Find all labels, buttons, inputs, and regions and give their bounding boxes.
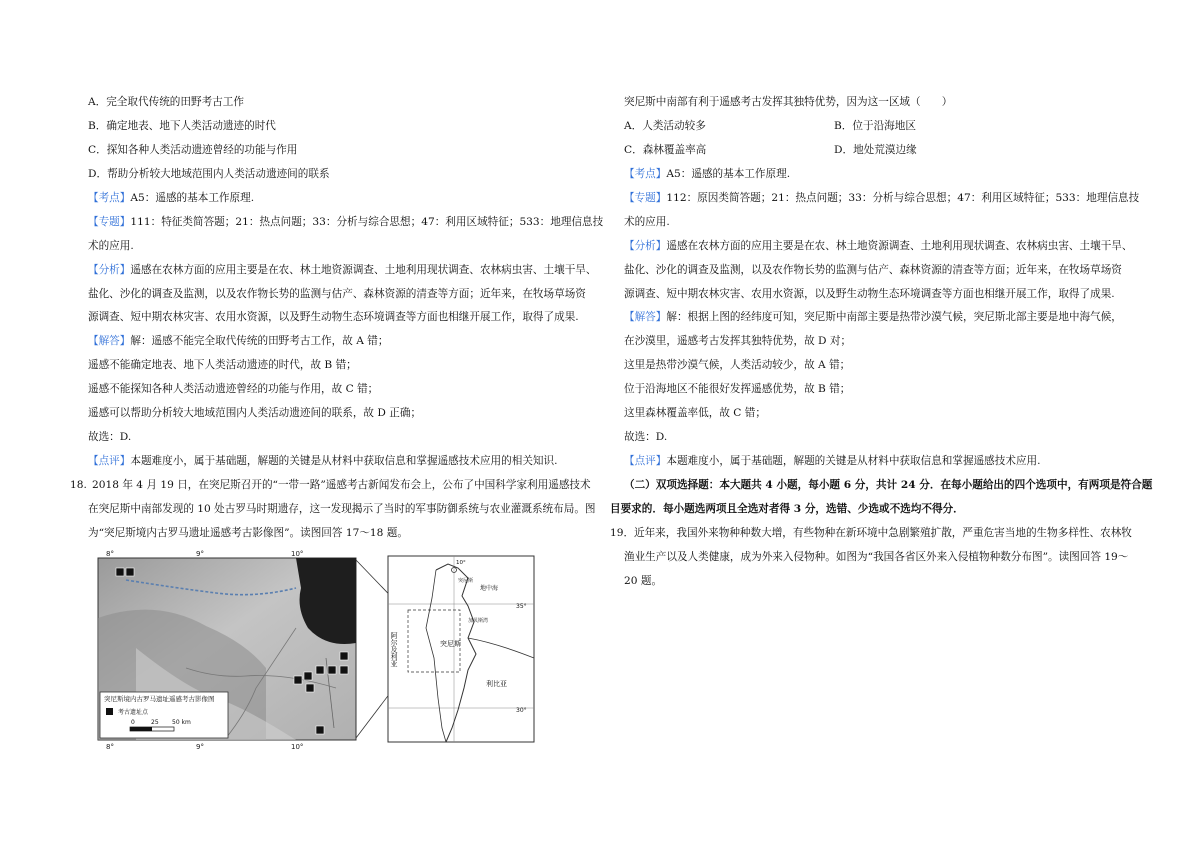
q17-option-a: A．完全取代传统的田野考古工作 xyxy=(88,96,244,108)
q18-line-1: 2018 年 4 月 19 日，在突尼斯召开的“一带一路”遥感考古新闻发布会上，公布了中国科学家利用遥感技术 xyxy=(92,479,591,491)
r-fenxi-text: 遥感在农林方面的应用主要是在农、林土地资源调查、土地利用现状调查、农林病虫害、土壤干旱、 xyxy=(666,240,1133,252)
r-jieda-text: 解：根据上图的经纬度可知，突尼斯中南部主要是热带沙漠气候，突尼斯北部主要是地中海气候， xyxy=(666,311,1122,323)
zhuanti-tag: 【专题】 xyxy=(88,216,131,228)
jieda-line-2: 遥感不能确定地表、地下人类活动遗迹的时代，故 B 错； xyxy=(88,359,357,371)
r-fenxi-line-2: 盐化、沙化的调查及监测，以及农作物长势的监测与估产、森林资源的清查等方面；近年来，在牧场草场资 xyxy=(624,264,1122,276)
fenxi-text: 遥感在农林方面的应用主要是在农、林土地资源调查、土地利用现状调查、农林病虫害、土壤干旱、 xyxy=(130,264,597,276)
r-kaodian-tag: 【考点】 xyxy=(624,168,667,180)
site-marker-icon xyxy=(306,684,314,692)
zhuanti-line-2: 术的应用. xyxy=(88,240,134,252)
r-fenxi-line-3: 源调查、短中期农林灾害、农用水资源，以及野生动物生态环境调查等方面也相继开展工作，取得了成果. xyxy=(624,288,1115,300)
zhuanti-text: 111：特征类简答题；21：热点问题；33：分析与综合思想；47：利用区域特征；533：地理信息技 xyxy=(130,216,604,228)
q18-line-2: 在突尼斯中南部发现的 10 处古罗马时期遗存，这一发现揭示了当时的军事防御系统与农业灌溉系统布局。图 xyxy=(88,503,596,515)
q19-line-1: 近年来，我国外来物种种数大增，有些物种在新环境中急剧繁殖扩散，严重危害当地的生物多样性、农林牧 xyxy=(634,527,1132,539)
r-jieda-line-6: 故选：D. xyxy=(624,431,668,443)
r-zhuanti-tag: 【专题】 xyxy=(624,192,667,204)
r-fenxi-tag: 【分析】 xyxy=(624,240,667,252)
kaodian-tag: 【考点】 xyxy=(88,192,131,204)
inset-lat-35: 35° xyxy=(516,603,527,610)
r-jieda-tag: 【解答】 xyxy=(624,311,667,323)
remote-sensing-figure xyxy=(96,548,536,752)
r-dianping-tag: 【点评】 xyxy=(624,455,667,467)
q19-line-2: 渔业生产以及人类健康，成为外来入侵物种。如图为“我国各省区外来入侵植物种数分布图”。读图回答 19～ xyxy=(624,551,1129,563)
figure-caption: 突尼斯境内古罗马遗址遥感考古影像图 xyxy=(104,695,215,703)
section-heading-line-2: 目要求的．每小题选两项且全选对者得 3 分，选错、少选或不选均不得分． xyxy=(610,503,964,515)
q18-number: 18. xyxy=(70,479,87,491)
q17-option-b: B．确定地表、地下人类活动遗迹的时代 xyxy=(88,120,276,132)
site-marker-icon xyxy=(328,666,336,674)
kaodian-line xyxy=(88,191,254,205)
r-zhuanti-line-2: 术的应用. xyxy=(624,216,670,228)
inset-map xyxy=(388,556,534,742)
site-marker-icon xyxy=(126,568,134,576)
inset-sea-label: 地中海 xyxy=(480,585,499,592)
dianping-tag: 【点评】 xyxy=(88,455,131,467)
r-jieda-line xyxy=(624,310,1122,324)
q18-option-d: D．地处荒漠边缘 xyxy=(834,144,917,156)
inset-tunisia-label: 突尼斯 xyxy=(440,640,461,648)
dianping-line xyxy=(88,454,558,468)
lon-label-9-bottom: 9° xyxy=(196,743,204,751)
legend-label: 考古遗址点 xyxy=(118,709,149,716)
jieda-text: 解：遥感不能完全取代传统的田野考古工作，故 A 错； xyxy=(130,335,389,347)
q18-option-c: C．森林覆盖率高 xyxy=(624,144,707,156)
lon-label-9-top: 9° xyxy=(196,550,204,558)
q17-option-c: C．探知各种人类活动遗迹曾经的功能与作用 xyxy=(88,144,298,156)
r-dianping-text: 本题难度小，属于基础题，解题的关键是从材料中获取信息和掌握遥感技术应用. xyxy=(666,455,1041,467)
scale-label-0: 0 xyxy=(131,719,135,726)
inset-lat-30: 30° xyxy=(516,707,527,714)
lon-label-8-bottom: 8° xyxy=(106,743,114,751)
q18-line-3: 为“突尼斯境内古罗马遗址遥感考古影像图”。读图回答 17～18 题。 xyxy=(88,527,408,539)
inset-capital-label: 突尼斯 xyxy=(458,578,474,584)
q17-option-d: D．帮助分析较大地域范围内人类活动遗迹间的联系 xyxy=(88,168,330,180)
dianping-text: 本题难度小，属于基础题，解题的关键是从材料中获取信息和掌握遥感技术应用的相关知识. xyxy=(130,455,558,467)
legend-marker-icon xyxy=(106,708,113,715)
lon-label-8-top: 8° xyxy=(106,550,114,558)
r-kaodian-text: A5：遥感的基本工作原理. xyxy=(666,168,791,180)
inset-lon-10: 10° xyxy=(456,560,466,566)
inset-libya-label: 利比亚 xyxy=(486,680,507,688)
scale-label-50: 50 km xyxy=(172,719,191,726)
q19-number: 19． xyxy=(610,527,635,539)
q18-option-a: A．人类活动较多 xyxy=(624,120,706,132)
kaodian-text: A5：遥感的基本工作原理. xyxy=(130,192,255,204)
r-zhuanti-line xyxy=(624,191,1139,205)
fenxi-line-3: 源调查、短中期农林灾害、农用水资源，以及野生动物生态环境调查等方面也相继开展工作，取得了成果. xyxy=(88,311,579,323)
figure-caption-box xyxy=(100,692,228,738)
r-jieda-line-2: 在沙漠里，遥感考古发挥其独特优势，故 D 对； xyxy=(624,335,852,347)
r-fenxi-line xyxy=(624,239,1133,253)
section-heading-line-1: （二）双项选择题：本大题共 4 小题，每小题 6 分，共计 24 分．在每小题给出的四个选项中，有两项是符合题 xyxy=(624,479,1153,491)
r-jieda-line-3: 这里是热带沙漠气候，人类活动较少，故 A 错； xyxy=(624,359,851,371)
q18-option-b: B．位于沿海地区 xyxy=(834,120,916,132)
lon-label-10-top: 10° xyxy=(291,550,304,558)
fenxi-line-2: 盐化、沙化的调查及监测，以及农作物长势的监测与估产、森林资源的清查等方面；近年来，在牧场草场资 xyxy=(88,288,586,300)
fenxi-tag: 【分析】 xyxy=(88,264,131,276)
r-dianping-line xyxy=(624,454,1041,468)
r-jieda-line-4: 位于沿海地区不能很好发挥遥感优势，故 B 错； xyxy=(624,383,851,395)
inset-gulf-label: 加贝斯湾 xyxy=(468,618,489,624)
scale-label-25: 25 xyxy=(151,719,159,726)
jieda-line-5: 故选：D. xyxy=(88,431,132,443)
jieda-line xyxy=(88,334,388,348)
jieda-tag: 【解答】 xyxy=(88,335,131,347)
lon-label-10-bottom: 10° xyxy=(291,743,304,751)
site-marker-icon xyxy=(316,666,324,674)
site-marker-icon xyxy=(340,666,348,674)
q18-question-line: 突尼斯中南部有利于遥感考古发挥其独特优势，因为这一区域（ ） xyxy=(624,96,953,108)
site-marker-icon xyxy=(304,672,312,680)
fenxi-line xyxy=(88,263,597,277)
jieda-line-4: 遥感可以帮助分析较大地域范围内人类活动遗迹间的联系，故 D 正确； xyxy=(88,407,422,419)
site-marker-icon xyxy=(294,676,302,684)
jieda-line-3: 遥感不能探知各种人类活动遗迹曾经的功能与作用，故 C 错； xyxy=(88,383,379,395)
zhuanti-line xyxy=(88,215,603,229)
site-marker-icon xyxy=(316,726,324,734)
site-marker-icon xyxy=(116,568,124,576)
inset-algeria-label: 阿尔及利亚 xyxy=(390,632,398,667)
q19-line-3: 20 题。 xyxy=(624,575,663,587)
site-marker-icon xyxy=(340,652,348,660)
r-jieda-line-5: 这里森林覆盖率低，故 C 错； xyxy=(624,407,766,419)
r-kaodian-line xyxy=(624,167,790,181)
r-zhuanti-text: 112：原因类简答题；21：热点问题；33：分析与综合思想；47：利用区域特征；533：地理信息技 xyxy=(666,192,1140,204)
